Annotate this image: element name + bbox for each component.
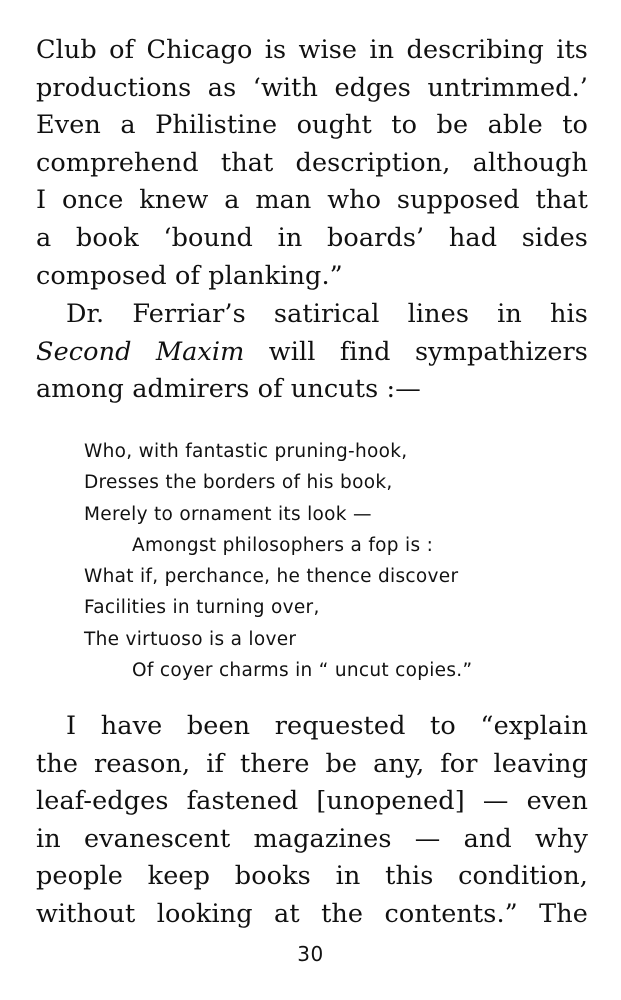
verse-line: What if, perchance, he thence discover	[84, 566, 459, 588]
text-line	[36, 334, 588, 372]
text-line: among admirers of uncuts :—	[36, 374, 421, 405]
verse-quotation	[84, 436, 564, 686]
text-line: I have been requested to “explain	[66, 711, 588, 741]
verse-line: Merely to ornament its look —	[84, 503, 372, 525]
ferriar-paragraph	[36, 296, 588, 409]
verse-line: Facilities in turning over,	[84, 597, 320, 619]
continued-paragraph	[36, 32, 588, 295]
page-number: 30	[297, 942, 324, 966]
text-fragment: will find sympathizers	[244, 336, 588, 367]
text-line: productions as ‘with edges untrimmed.’	[36, 72, 588, 103]
text-line: a book ‘bound in boards’ had sides	[36, 222, 588, 253]
text-line: comprehend that description, although	[36, 147, 588, 178]
verse-line: Of coyer charms in “ uncut copies.”	[132, 660, 473, 682]
text-line: leaf-edges fastened [unopened] — even	[36, 786, 588, 817]
text-line: people keep books in this condition,	[36, 861, 588, 892]
text-line: I once knew a man who supposed that	[36, 185, 588, 216]
verse-line: Who, with fantastic pruning-hook,	[84, 441, 408, 462]
text-line: Club of Chicago is wise in describing its	[36, 35, 588, 65]
verse-line: The virtuoso is a lover	[84, 628, 297, 650]
request-paragraph	[36, 708, 588, 934]
text-line: in evanescent magazines — and why	[36, 823, 588, 854]
text-line: Even a Philistine ought to be able to	[36, 110, 588, 141]
text-line: the reason, if there be any, for leaving	[36, 748, 588, 779]
text-line: without looking at the contents.” The	[36, 898, 588, 929]
work-title: Second Maxim	[36, 336, 245, 367]
verse-line: Amongst philosophers a fop is :	[132, 534, 434, 556]
verse-line: Dresses the borders of his book,	[84, 472, 393, 494]
text-line: composed of planking.”	[36, 260, 343, 291]
text-line: Dr. Ferriar’s satirical lines in his	[66, 299, 588, 329]
